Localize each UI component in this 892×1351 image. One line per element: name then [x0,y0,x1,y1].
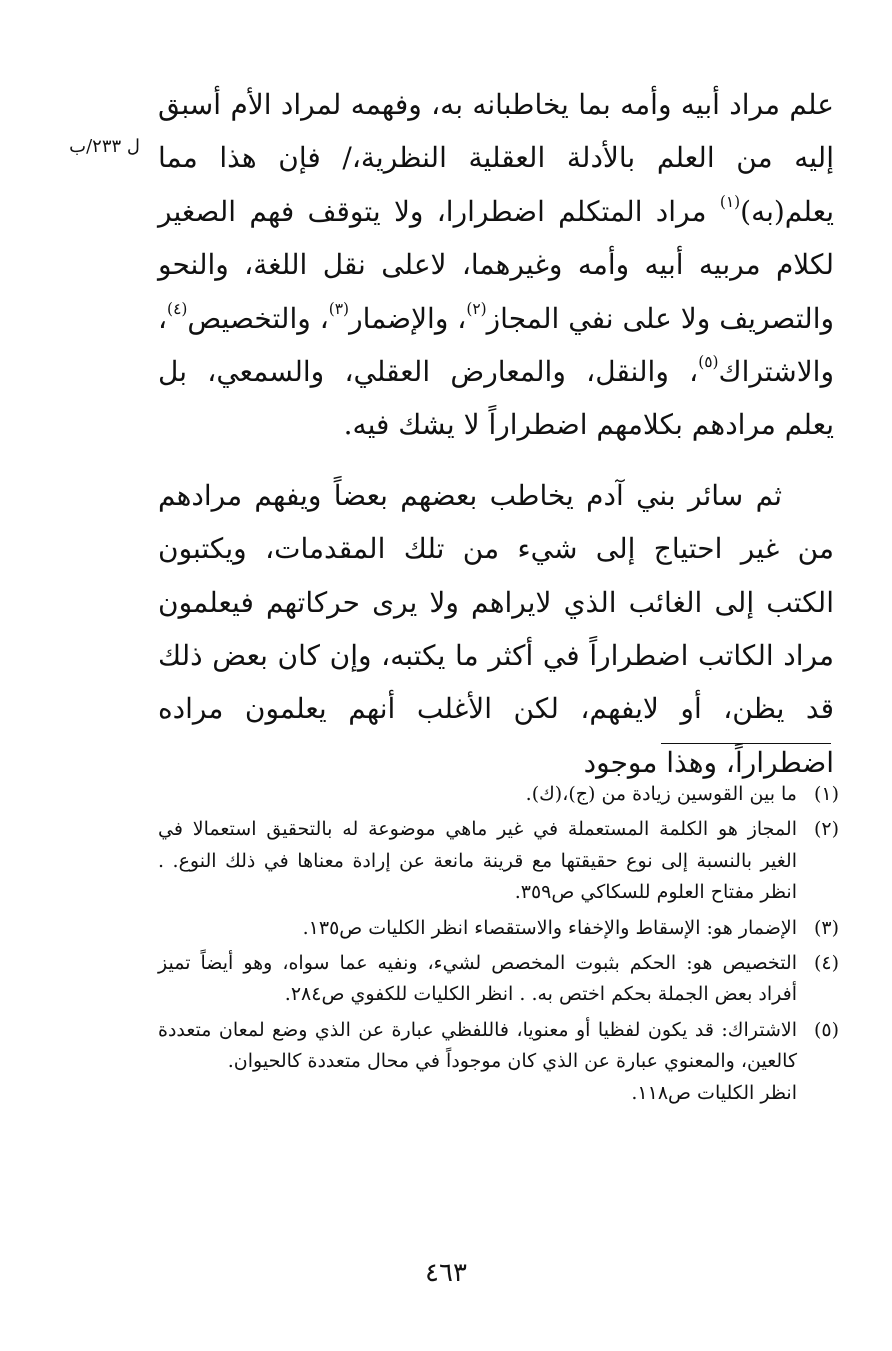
footnote-number: (٣) [813,916,839,939]
footnote-item [158,814,839,908]
body-paragraph [158,78,834,452]
footnote-line: التخصيص هو: الحكم بثبوت المخصص لشيء، ونفيه عما سواه، وهو أيضاً تميز أفراد بعض الجملة بحكم اختص به. . انظر الكليات للكفوي ص٢٨٤. [158,952,797,1006]
footnote-line: الإضمار هو: الإسقاط والإخفاء والاستقصاء انظر الكليات ص١٣٥. [302,916,797,939]
footnote-item [158,779,839,810]
footnote-text [158,948,797,1011]
body-text-run: علم مراد أبيه وأمه بما يخاطبانه به، وفهمه لمراد الأم أسبق إليه من العلم بالأدلة العقلية النظرية،/ فإن هذا مما يعلم(به) [158,88,834,228]
footnote-line: ما بين القوسين زيادة من (ج)،(ك). [525,783,797,805]
footnote-number: (٤) [813,952,839,975]
footnote-reference-marker[interactable]: (٤) [167,299,188,318]
footnote-separator-line [661,743,831,744]
body-text-run: مراد المتكلم اضطرارا، ولا يتوقف فهم الصغير لكلام مربيه أبيه وأمه وغيرهما، لاعلى نقل اللغة، والنحو والتصريف ولا على نفي المجاز [158,194,834,335]
footnote-item [158,948,839,1011]
footnote-reference-marker[interactable]: (١) [719,192,741,211]
body-text-run: ، والاشتراك [158,301,834,389]
manuscript-folio-reference: ل ٢٣٣/ب [69,136,140,157]
footnote-item [158,913,839,944]
body-text-run: ، والنقل، والمعارض العقلي، والسمعي، بل يعلم مرادهم بكلامهم اضطراراً لا يشك فيه. [158,355,834,442]
footnote-text [158,913,797,944]
footnote-reference-marker[interactable]: (٢) [466,299,487,318]
footnotes-section [158,779,839,1113]
body-text-run: ، والإضمار [349,301,467,335]
footnote-reference-marker[interactable]: (٥) [698,353,719,372]
body-paragraph [158,469,834,789]
footnote-number: (٥) [813,1018,839,1041]
footnote-reference-marker[interactable]: (٣) [328,299,350,318]
footnote-line: انظر الكليات ص١١٨. [631,1081,797,1104]
footnote-number: (١) [813,783,839,805]
body-text-run: ثم سائر بني آدم يخاطب بعضهم بعضاً ويفهم مرادهم من غير احتياج إلى شيء من تلك المقدمات، ويكتبون الكتب إلى الغائب الذي لايراهم ولا يرى حركاتهم فيعلمون مراد الكاتب اضطراراً في أكثر ما يكتبه، وإن كان بعض ذلك قد يظن، أو لايفهم، لكن الأغلب أنهم يعلمون مراده اضطراراً، وهذا موجود [158,478,834,779]
footnote-number: (٢) [813,818,839,841]
footnote-line: المجاز هو الكلمة المستعملة في غير ماهي موضوعة له بالتحقيق استعمالا في الغير بالنسبة إلى نوع حقيقتها مع قرينة مانعة عن إرادة معناها في ذلك النوع. . انظر مفتاح العلوم للسكاكي ص٣٥٩. [158,818,797,904]
footnote-line: الاشتراك: قد يكون لفظيا أو معنويا، فاللفظي عبارة عن الذي وضع لمعان متعددة كالعين، والمعنوي عبارة عن الذي كان موجوداً في محال متعددة كالحيوان. [158,1018,797,1073]
body-text-run: ، والتخصيص [187,301,329,335]
footnote-text [158,814,797,908]
page-number: ٤٦٣ [425,1258,467,1288]
main-body-text [158,78,834,789]
footnote-item [158,1015,839,1109]
footnote-text [158,1015,797,1109]
footnote-text [158,779,797,810]
